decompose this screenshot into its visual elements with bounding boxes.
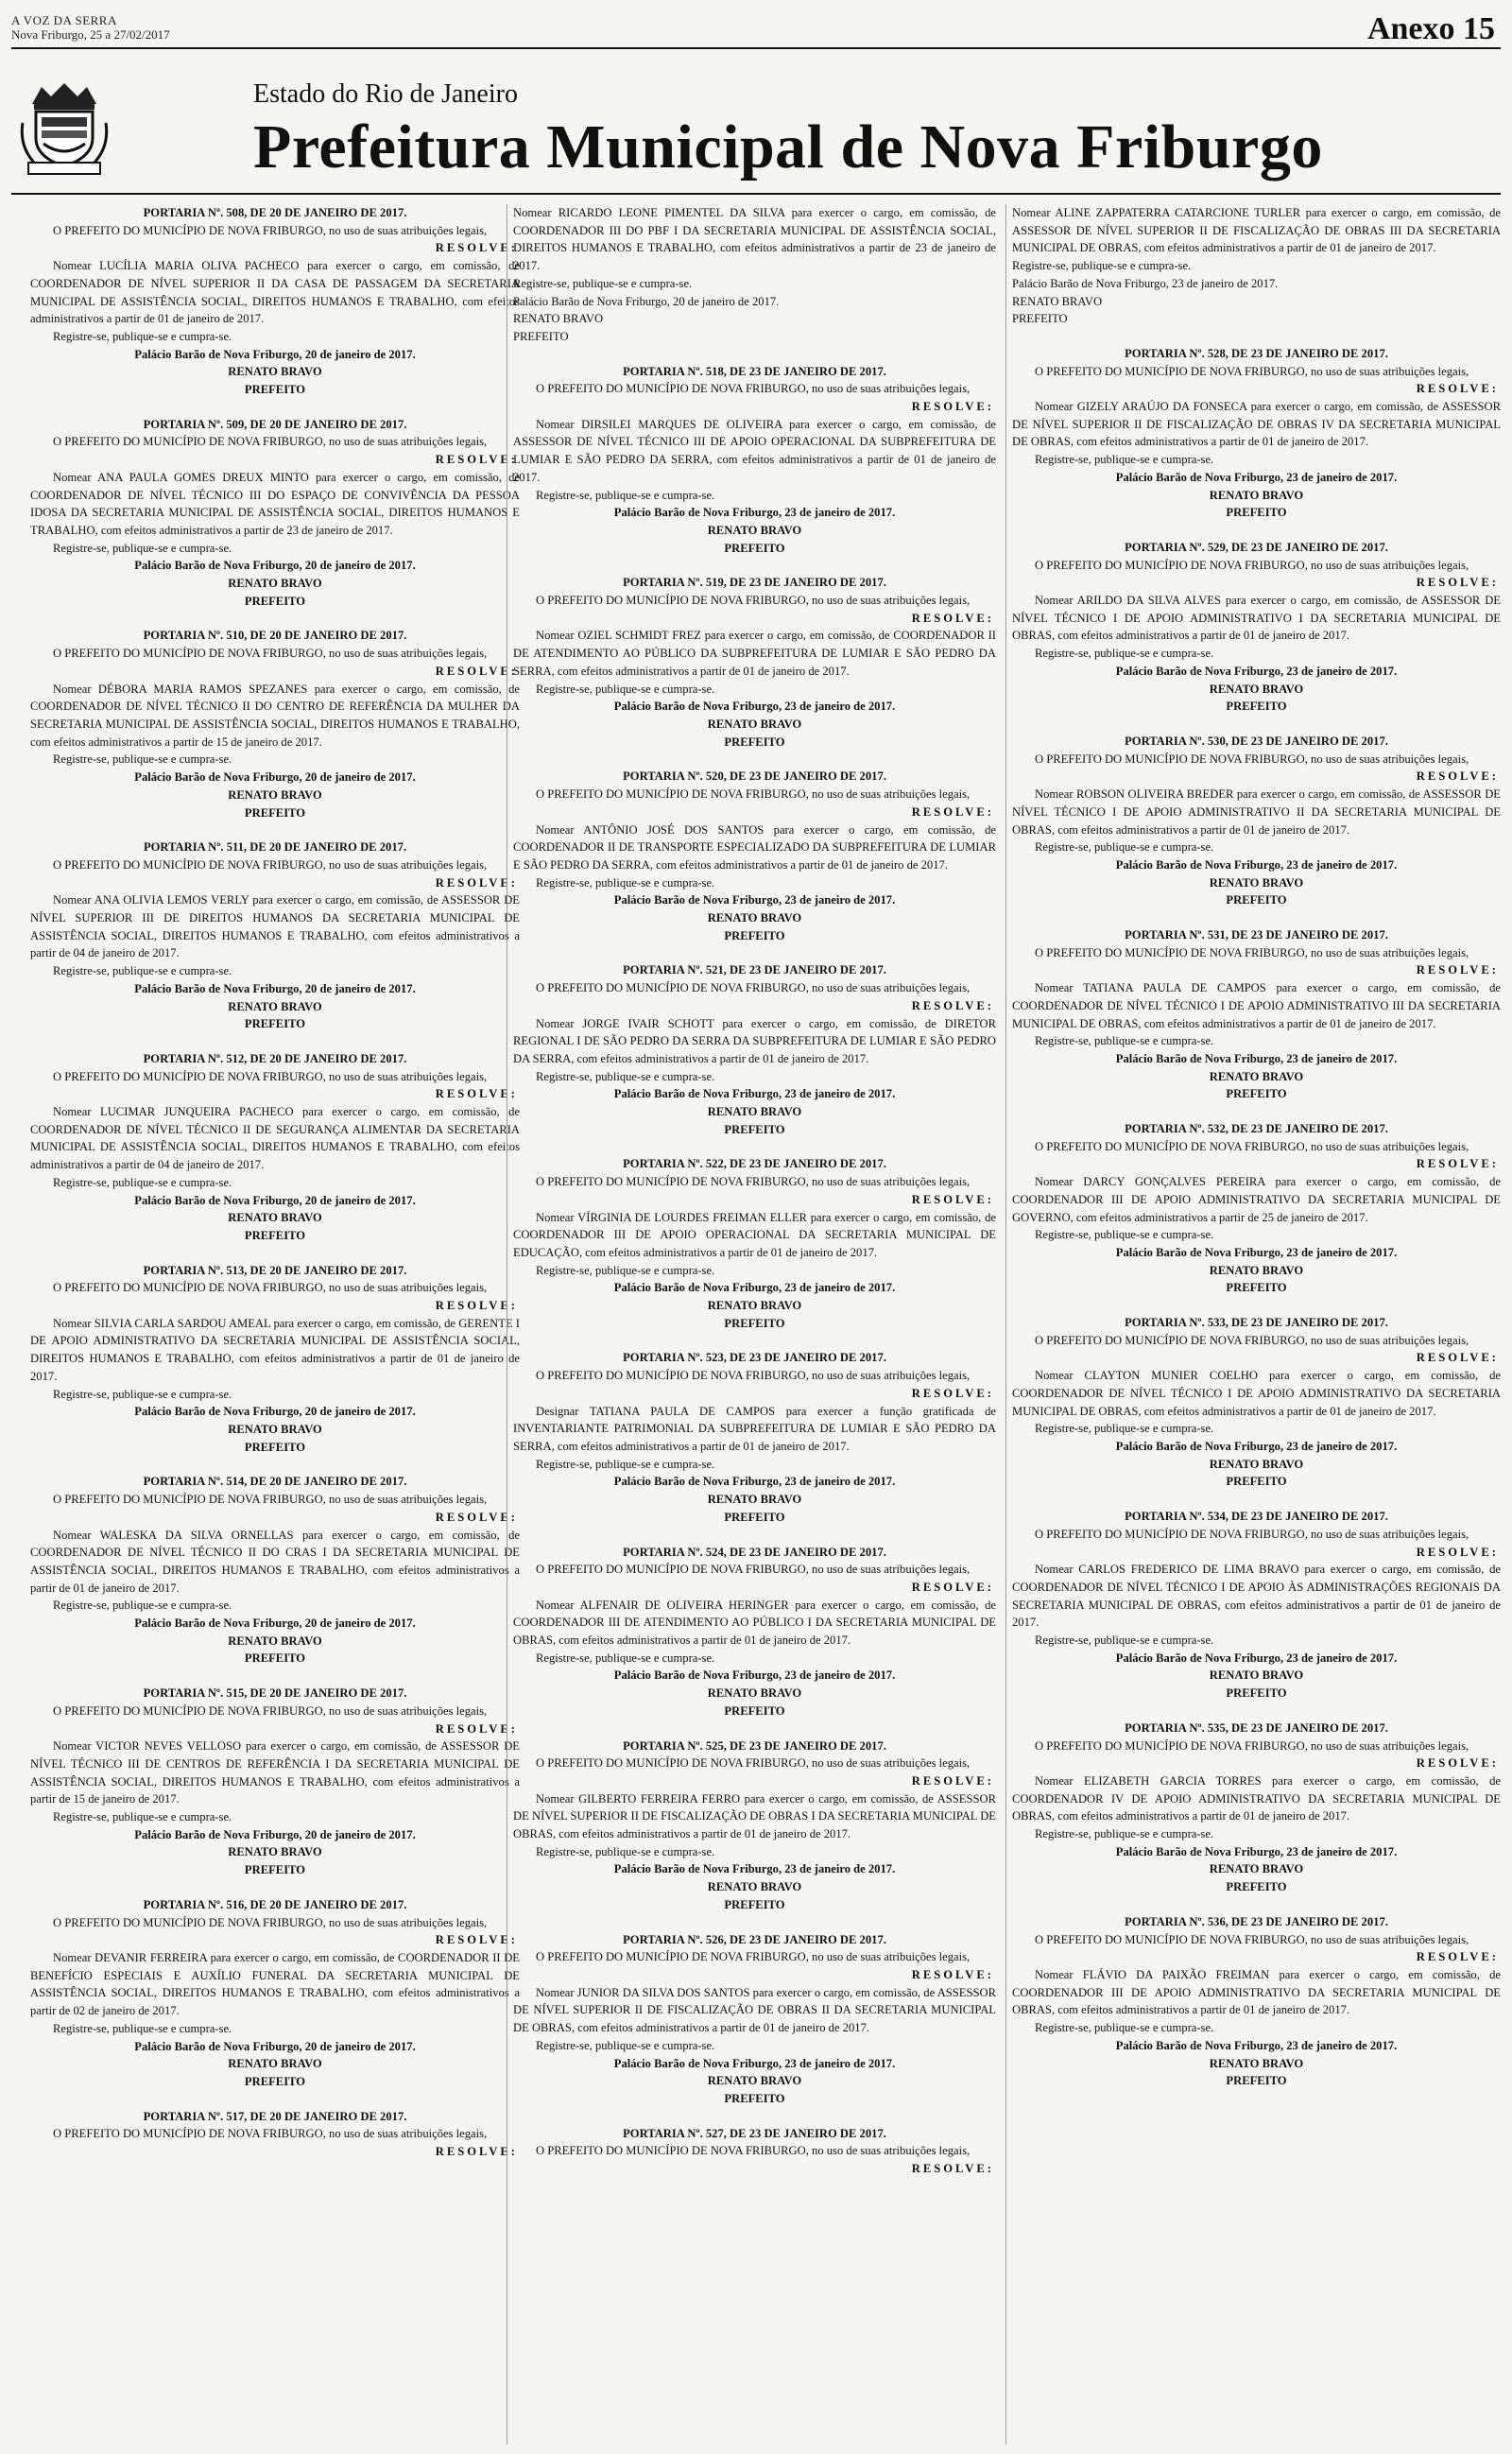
register-line: Registre-se, publique-se e cumpra-se. — [536, 1650, 715, 1665]
coat-of-arms-icon — [19, 78, 110, 176]
register-line: Registre-se, publique-se e cumpra-se. — [53, 541, 232, 555]
ordinance-intro: O PREFEITO DO MUNICÍPIO DE NOVA FRIBURGO, no uso de suas atribuições legais, — [53, 223, 488, 237]
publication-name: A VOZ DA SERRA — [11, 13, 117, 27]
ordinance-intro: O PREFEITO DO MUNICÍPIO DE NOVA FRIBURGO, no uso de suas atribuições legais, — [1035, 1738, 1469, 1753]
ordinance-title: PORTARIA Nº. 532, DE 23 DE JANEIRO DE 2017. — [1125, 1122, 1388, 1136]
dateline: Nova Friburgo, 25 a 27/02/2017 — [11, 27, 170, 42]
signer-role: PREFEITO — [244, 1017, 306, 1031]
palace-line: Palácio Barão de Nova Friburgo, 20 de janeiro de 2017. — [513, 294, 780, 308]
column-1 — [30, 204, 520, 2445]
signer-role: PREFEITO — [1226, 1281, 1287, 1295]
ordinance-title: PORTARIA Nº. 517, DE 20 DE JANEIRO DE 2017. — [143, 2109, 407, 2123]
signer-role: PREFEITO — [1226, 2074, 1287, 2088]
register-line: Registre-se, publique-se e cumpra-se. — [53, 1599, 232, 1613]
ordinance-intro: O PREFEITO DO MUNICÍPIO DE NOVA FRIBURGO, no uso de suas atribuições legais, — [536, 1950, 971, 1964]
ordinance-title: PORTARIA Nº. 509, DE 20 DE JANEIRO DE 2017. — [143, 417, 407, 431]
ordinance-title: PORTARIA Nº. 531, DE 23 DE JANEIRO DE 2017. — [1125, 928, 1388, 942]
register-line: Registre-se, publique-se e cumpra-se. — [53, 2021, 232, 2035]
signer-name: RENATO BRAVO — [228, 365, 322, 379]
ordinance-title: PORTARIA Nº. 521, DE 23 DE JANEIRO DE 2017. — [623, 963, 886, 977]
ordinance-intro: O PREFEITO DO MUNICÍPIO DE NOVA FRIBURGO, no uso de suas atribuições legais, — [536, 981, 971, 995]
ordinance-intro: O PREFEITO DO MUNICÍPIO DE NOVA FRIBURGO, no uso de suas atribuições legais, — [536, 1369, 971, 1383]
ordinance-body: Nomear RICARDO LEONE PIMENTEL DA SILVA para exercer o cargo, em comissão, de COORDENADOR III DO PBF I DA SECRETARIA MUNICIPAL DE ASSISTÊNCIA SOCIAL, DIREITOS HUMANOS E TRABALHO, com efeitos administrativos a partir de 23 de janeiro de 2017. — [513, 206, 996, 273]
signer-role: PREFEITO — [1226, 893, 1287, 907]
resolve-label: RESOLVE: — [1416, 1351, 1499, 1365]
ordinance-title: PORTARIA Nº. 514, DE 20 DE JANEIRO DE 2017. — [143, 1475, 407, 1489]
resolve-label: RESOLVE: — [1416, 382, 1499, 396]
ordinance — [1012, 1508, 1501, 1702]
resolve-label: RESOLVE: — [911, 804, 994, 819]
annex-label: Anexo 15 — [1366, 11, 1495, 46]
register-line: Registre-se, publique-se e cumpra-se. — [53, 1810, 232, 1824]
palace-line: Palácio Barão de Nova Friburgo, 23 de janeiro de 2017. — [613, 893, 896, 907]
ordinance-body: Nomear ALFENAIR DE OLIVEIRA HERINGER para exercer o cargo, em comissão, de COORDENADOR III DE ATENDIMENTO AO PÚBLICO I DA SECRETARIA MUNICIPAL DE OBRAS, com efeitos administrativos a partir de 01 de janeiro de 2017. — [513, 1598, 996, 1648]
palace-line: Palácio Barão de Nova Friburgo, 23 de janeiro de 2017. — [1115, 470, 1398, 484]
signer-name: RENATO BRAVO — [1209, 2056, 1304, 2070]
ordinance — [1012, 1720, 1501, 1896]
signer-role: PREFEITO — [724, 1122, 785, 1136]
ordinance-body: Designar TATIANA PAULA DE CAMPOS para exercer a função gratificada de INVENTARIANTE PATRIMONIAL DA SUBPREFEITURA DE LUMIAR E SÃO PEDRO DA SERRA, com efeitos administrativos a partir de 01 de janeiro de 2017. — [513, 1404, 996, 1453]
signer-name: RENATO BRAVO — [1209, 1668, 1304, 1683]
resolve-label: RESOLVE: — [1416, 1157, 1499, 1171]
ordinance-body: Nomear OZIEL SCHMIDT FREZ para exercer o cargo, em comissão, de COORDENADOR II DE ATENDIMENTO AO PÚBLICO DA SUBPREFEITURA DE LUMIAR E SÃO PEDRO DA SERRA, com efeitos administrativos a partir de 01 de janeiro de 2017. — [513, 629, 996, 678]
register-line: Registre-se, publique-se e cumpra-se. — [536, 1844, 715, 1858]
palace-line: Palácio Barão de Nova Friburgo, 20 de janeiro de 2017. — [134, 981, 416, 995]
palace-line: Palácio Barão de Nova Friburgo, 23 de janeiro de 2017. — [613, 1087, 896, 1101]
signer-name: RENATO BRAVO — [1209, 1862, 1304, 1876]
page-header — [11, 11, 1501, 49]
palace-line: Palácio Barão de Nova Friburgo, 23 de janeiro de 2017. — [1115, 1245, 1398, 1259]
resolve-label: RESOLVE: — [435, 1299, 518, 1313]
ordinance-body: Nomear SILVIA CARLA SARDOU AMEAL para exercer o cargo, em comissão, de GERENTE I DE APOIO ADMINISTRATIVO DA SECRETARIA MUNICIPAL DE ASSISTÊNCIA SOCIAL, DIREITOS HUMANOS E TRABALHO, com efeitos administrativos a partir de 01 de janeiro de 2017. — [30, 1316, 520, 1383]
publication-info — [11, 13, 170, 42]
ordinance-body: Nomear LUCÍLIA MARIA OLIVA PACHECO para exercer o cargo, em comissão, de COORDENADOR DE NÍVEL SUPERIOR II DA CASA DE PASSAGEM DA SECRETARIA MUNICIPAL DE ASSISTÊNCIA SOCIAL, DIREITOS HUMANOS E TRABALHO, com efeitos administrativos a partir de 01 de janeiro de 2017. — [30, 259, 520, 326]
register-line: Registre-se, publique-se e cumpra-se. — [53, 752, 232, 767]
ordinance-body: Nomear DARCY GONÇALVES PEREIRA para exercer o cargo, em comissão, de COORDENADOR III DE APOIO ADMINISTRATIVO DA SECRETARIA MUNICIPAL DE GOVERNO, com efeitos administrativos a partir de 25 de janeiro de 2017. — [1012, 1175, 1501, 1224]
register-line: Registre-se, publique-se e cumpra-se. — [1035, 1827, 1214, 1841]
palace-line: Palácio Barão de Nova Friburgo, 23 de janeiro de 2017. — [1115, 1051, 1398, 1065]
palace-line: Palácio Barão de Nova Friburgo, 23 de janeiro de 2017. — [613, 506, 896, 520]
signer-role: PREFEITO — [244, 1228, 306, 1242]
ordinance-title: PORTARIA Nº. 524, DE 23 DE JANEIRO DE 2017. — [623, 1545, 886, 1559]
ordinance-body: Nomear GIZELY ARAÚJO DA FONSECA para exercer o cargo, em comissão, de ASSESSOR DE NÍVEL SUPERIOR II DE FISCALIZAÇÃO DE OBRAS IV DA SECRETARIA MUNICIPAL DE OBRAS, com efeitos administrativos a partir de 01 de janeiro de 2017. — [1012, 400, 1501, 449]
palace-line: Palácio Barão de Nova Friburgo, 23 de janeiro de 2017. — [1115, 1844, 1398, 1858]
resolve-label: RESOLVE: — [1416, 1756, 1499, 1771]
ordinance-title: PORTARIA Nº. 536, DE 23 DE JANEIRO DE 2017. — [1125, 1914, 1388, 1928]
resolve-label: RESOLVE: — [1416, 769, 1499, 784]
resolve-label: RESOLVE: — [1416, 1950, 1499, 1964]
resolve-label: RESOLVE: — [1416, 576, 1499, 590]
ordinance-intro: O PREFEITO DO MUNICÍPIO DE NOVA FRIBURGO, no uso de suas atribuições legais, — [53, 2127, 488, 2141]
signer-name: RENATO BRAVO — [707, 1686, 802, 1701]
resolve-label: RESOLVE: — [435, 875, 518, 890]
ordinance-body: Nomear TATIANA PAULA DE CAMPOS para exercer o cargo, em comissão, de COORDENADOR DE NÍVEL TÉCNICO I DE APOIO ADMINISTRATIVO III DA SECRETARIA MUNICIPAL DE OBRAS, com efeitos administrativos a partir de 01 de janeiro de 2017. — [1012, 981, 1501, 1030]
ordinance-intro: O PREFEITO DO MUNICÍPIO DE NOVA FRIBURGO, no uso de suas atribuições legais, — [53, 1493, 488, 1507]
register-line: Registre-se, publique-se e cumpra-se. — [1035, 1633, 1214, 1648]
signer-role: PREFEITO — [1226, 700, 1287, 714]
resolve-label: RESOLVE: — [1416, 963, 1499, 977]
prefeitura-title: Prefeitura Municipal de Nova Friburgo — [253, 112, 1323, 181]
ordinance-intro: O PREFEITO DO MUNICÍPIO DE NOVA FRIBURGO, no uso de suas atribuições legais, — [53, 647, 488, 661]
register-line: Registre-se, publique-se e cumpra-se. — [1035, 453, 1214, 467]
resolve-label: RESOLVE: — [911, 400, 994, 414]
ordinance — [30, 1050, 520, 1245]
resolve-label: RESOLVE: — [911, 1386, 994, 1400]
signer-role: PREFEITO — [724, 2091, 785, 2105]
ordinance-intro: O PREFEITO DO MUNICÍPIO DE NOVA FRIBURGO, no uso de suas atribuições legais, — [536, 594, 971, 608]
ordinance-body: Nomear ANA OLIVIA LEMOS VERLY para exercer o cargo, em comissão, de ASSESSOR DE NÍVEL SUPERIOR III DE DIREITOS HUMANOS DA SECRETARIA MUNICIPAL DE ASSISTÊNCIA SOCIAL, DIREITOS HUMANOS E TRABALHO, com efeitos administrativos a partir de 04 de janeiro de 2017. — [30, 893, 520, 960]
column-2 — [507, 204, 996, 2445]
ordinance-intro: O PREFEITO DO MUNICÍPIO DE NOVA FRIBURGO, no uso de suas atribuições legais, — [1035, 1932, 1469, 1946]
resolve-label: RESOLVE: — [435, 1933, 518, 1947]
ordinance — [30, 1262, 520, 1457]
register-line: Registre-se, publique-se e cumpra-se. — [536, 488, 715, 502]
signer-name: RENATO BRAVO — [707, 1299, 802, 1313]
signer-role: PREFEITO — [1012, 312, 1068, 326]
ordinance-body: Nomear ANA PAULA GOMES DREUX MINTO para exercer o cargo, em comissão, de COORDENADOR DE NÍVEL TÉCNICO III DO ESPAÇO DE CONVIVÊNCIA DA PESSOA IDOSA DA SECRETARIA MUNICIPAL DE ASSISTÊNCIA SOCIAL, DIREITOS HUMANOS E TRABALHO, com efeitos administrativos a partir de 23 de janeiro de 2017. — [30, 470, 520, 537]
signer-name: RENATO BRAVO — [1209, 1263, 1304, 1277]
ordinance — [30, 416, 520, 611]
ordinance — [1012, 539, 1501, 716]
ordinance-continuation — [513, 204, 996, 346]
ordinance-intro: O PREFEITO DO MUNICÍPIO DE NOVA FRIBURGO, no uso de suas atribuições legais, — [1035, 558, 1469, 572]
ordinance-title: PORTARIA Nº. 533, DE 23 DE JANEIRO DE 2017. — [1125, 1316, 1388, 1330]
ordinance-intro: O PREFEITO DO MUNICÍPIO DE NOVA FRIBURGO, no uso de suas atribuições legais, — [536, 787, 971, 802]
resolve-label: RESOLVE: — [435, 1721, 518, 1736]
palace-line: Palácio Barão de Nova Friburgo, 23 de janeiro de 2017. — [613, 700, 896, 714]
signer-name: RENATO BRAVO — [228, 1845, 322, 1859]
resolve-label: RESOLVE: — [911, 1192, 994, 1206]
ordinance — [1012, 1314, 1501, 1491]
signer-role: PREFEITO — [1226, 1087, 1287, 1101]
resolve-label: RESOLVE: — [911, 1773, 994, 1788]
signer-role: PREFEITO — [724, 734, 785, 749]
ordinance-title: PORTARIA Nº. 515, DE 20 DE JANEIRO DE 2017. — [143, 1686, 407, 1701]
register-line: Registre-se, publique-se e cumpra-se. — [536, 2038, 715, 2052]
ordinance-title: PORTARIA Nº. 530, DE 23 DE JANEIRO DE 2017. — [1125, 734, 1388, 748]
ordinance — [513, 2125, 996, 2178]
palace-line: Palácio Barão de Nova Friburgo, 23 de janeiro de 2017. — [613, 2056, 896, 2070]
signer-name: RENATO BRAVO — [707, 1880, 802, 1894]
masthead-rule — [11, 193, 1501, 195]
ordinance — [513, 1155, 996, 1332]
register-line: Registre-se, publique-se e cumpra-se. — [53, 329, 232, 343]
state-name: Estado do Rio de Janeiro — [253, 79, 518, 109]
signer-role: PREFEITO — [244, 805, 306, 820]
ordinance — [1012, 1120, 1501, 1297]
signer-name: RENATO BRAVO — [228, 787, 322, 802]
palace-line: Palácio Barão de Nova Friburgo, 20 de janeiro de 2017. — [134, 770, 416, 785]
ordinance-body: Nomear VICTOR NEVES VELLOSO para exercer o cargo, em comissão, de ASSESSOR DE NÍVEL TÉCNICO III DE CENTROS DE REFERÊNCIA I DA SECRETARIA MUNICIPAL DE ASSISTÊNCIA SOCIAL, DIREITOS HUMANOS E TRABALHO, com efeitos administrativos a partir de 15 de janeiro de 2017. — [30, 1739, 520, 1806]
ordinance-body: Nomear LUCIMAR JUNQUEIRA PACHECO para exercer o cargo, em comissão, de COORDENADOR DE NÍVEL TÉCNICO II DE SEGURANÇA ALIMENTAR DA SECRETARIA MUNICIPAL DE ASSISTÊNCIA SOCIAL, DIREITOS HUMANOS E TRABALHO, com efeitos administrativos a partir de 04 de janeiro de 2017. — [30, 1105, 520, 1172]
ordinance-intro: O PREFEITO DO MUNICÍPIO DE NOVA FRIBURGO, no uso de suas atribuições legais, — [1035, 364, 1469, 378]
signer-role: PREFEITO — [1226, 1475, 1287, 1489]
ordinance-body: Nomear ARILDO DA SILVA ALVES para exercer o cargo, em comissão, de ASSESSOR DE NÍVEL TÉCNICO I DE APOIO ADMINISTRATIVO I DA SECRETARIA MUNICIPAL DE OBRAS, com efeitos administrativos a partir de 01 de janeiro de 2017. — [1012, 594, 1501, 643]
ordinance-body: Nomear GILBERTO FERREIRA FERRO para exercer o cargo, em comissão, de ASSESSOR DE NÍVEL SUPERIOR II DE FISCALIZAÇÃO DE OBRAS I DA SECRETARIA MUNICIPAL DE OBRAS, com efeitos administrativos a partir de 01 de janeiro de 2017. — [513, 1791, 996, 1841]
palace-line: Palácio Barão de Nova Friburgo, 23 de janeiro de 2017. — [1115, 857, 1398, 872]
ordinance-title: PORTARIA Nº. 535, DE 23 DE JANEIRO DE 2017. — [1125, 1720, 1388, 1735]
signer-role: PREFEITO — [724, 1703, 785, 1718]
signer-name: RENATO BRAVO — [228, 1633, 322, 1648]
signer-role: PREFEITO — [244, 1651, 306, 1666]
register-line: Registre-se, publique-se e cumpra-se. — [513, 276, 693, 290]
ordinance — [30, 2108, 520, 2161]
ordinance-title: PORTARIA Nº. 528, DE 23 DE JANEIRO DE 2017. — [1125, 346, 1388, 360]
palace-line: Palácio Barão de Nova Friburgo, 23 de janeiro de 2017. — [613, 1668, 896, 1683]
ordinance — [30, 1473, 520, 1668]
ordinance-title: PORTARIA Nº. 519, DE 23 DE JANEIRO DE 2017. — [623, 576, 886, 590]
palace-line: Palácio Barão de Nova Friburgo, 23 de janeiro de 2017. — [1012, 276, 1279, 290]
palace-line: Palácio Barão de Nova Friburgo, 20 de janeiro de 2017. — [134, 1405, 416, 1419]
ordinance-intro: O PREFEITO DO MUNICÍPIO DE NOVA FRIBURGO, no uso de suas atribuições legais, — [53, 435, 488, 449]
ordinance — [30, 1896, 520, 2091]
signer-role: PREFEITO — [724, 1510, 785, 1524]
resolve-label: RESOLVE: — [435, 1087, 518, 1101]
ordinance — [1012, 733, 1501, 909]
ordinance — [1012, 1913, 1501, 2090]
signer-name: RENATO BRAVO — [1209, 875, 1304, 890]
signer-role: PREFEITO — [244, 383, 306, 397]
register-line: Registre-se, publique-se e cumpra-se. — [53, 964, 232, 978]
signer-role: PREFEITO — [244, 1440, 306, 1454]
resolve-label: RESOLVE: — [911, 998, 994, 1012]
palace-line: Palácio Barão de Nova Friburgo, 20 de janeiro de 2017. — [134, 2039, 416, 2053]
register-line: Registre-se, publique-se e cumpra-se. — [1035, 647, 1214, 661]
palace-line: Palácio Barão de Nova Friburgo, 23 de janeiro de 2017. — [1115, 2038, 1398, 2052]
register-line: Registre-se, publique-se e cumpra-se. — [1035, 2021, 1214, 2035]
signer-name: RENATO BRAVO — [1209, 682, 1304, 696]
signer-name: RENATO BRAVO — [707, 1493, 802, 1507]
palace-line: Palácio Barão de Nova Friburgo, 20 de janeiro de 2017. — [134, 1193, 416, 1207]
register-line: Registre-se, publique-se e cumpra-se. — [1035, 1228, 1214, 1242]
header-rule — [11, 47, 1501, 49]
column-3 — [1005, 204, 1501, 2445]
resolve-label: RESOLVE: — [435, 2145, 518, 2159]
ordinance-intro: O PREFEITO DO MUNICÍPIO DE NOVA FRIBURGO, no uso de suas atribuições legais, — [53, 1915, 488, 1929]
ordinance-body: Nomear CARLOS FREDERICO DE LIMA BRAVO para exercer o cargo, em comissão, de COORDENADOR DE NÍVEL TÉCNICO I DE APOIO ÀS ADMINISTRAÇÕES REGIONAIS DA SECRETARIA MUNICIPAL DE OBRAS, com efeitos administrativos a partir de 01 de janeiro de 2017. — [1012, 1563, 1501, 1630]
ordinance-intro: O PREFEITO DO MUNICÍPIO DE NOVA FRIBURGO, no uso de suas atribuições legais, — [1035, 945, 1469, 959]
ordinance-intro: O PREFEITO DO MUNICÍPIO DE NOVA FRIBURGO, no uso de suas atribuições legais, — [536, 1563, 971, 1577]
palace-line: Palácio Barão de Nova Friburgo, 23 de janeiro de 2017. — [613, 1862, 896, 1876]
ordinance — [513, 1737, 996, 1914]
ordinance-intro: O PREFEITO DO MUNICÍPIO DE NOVA FRIBURGO, no uso de suas atribuições legais, — [53, 1069, 488, 1083]
signer-name: RENATO BRAVO — [707, 1105, 802, 1119]
ordinance-title: PORTARIA Nº. 523, DE 23 DE JANEIRO DE 2017. — [623, 1351, 886, 1365]
signer-role: PREFEITO — [513, 329, 569, 343]
ordinance-intro: O PREFEITO DO MUNICÍPIO DE NOVA FRIBURGO, no uso de suas atribuições legais, — [53, 1281, 488, 1295]
register-line: Registre-se, publique-se e cumpra-se. — [1012, 259, 1192, 273]
ordinance-title: PORTARIA Nº. 508, DE 20 DE JANEIRO DE 2017. — [143, 206, 407, 219]
ordinance-intro: O PREFEITO DO MUNICÍPIO DE NOVA FRIBURGO, no uso de suas atribuições legais, — [53, 1703, 488, 1718]
ordinance-body: Nomear CLAYTON MUNIER COELHO para exercer o cargo, em comissão, de COORDENADOR DE NÍVEL TÉCNICO I DE APOIO ADMINISTRATIVO DA SECRETARIA MUNICIPAL DE OBRAS, com efeitos administrativos a partir de 01 de janeiro de 2017. — [1012, 1369, 1501, 1418]
register-line: Registre-se, publique-se e cumpra-se. — [1035, 840, 1214, 855]
register-line: Registre-se, publique-se e cumpra-se. — [536, 875, 715, 890]
signer-name: RENATO BRAVO — [707, 717, 802, 731]
signer-role: PREFEITO — [724, 541, 785, 555]
palace-line: Palácio Barão de Nova Friburgo, 20 de janeiro de 2017. — [134, 1616, 416, 1631]
ordinance-title: PORTARIA Nº. 529, DE 23 DE JANEIRO DE 2017. — [1125, 540, 1388, 554]
register-line: Registre-se, publique-se e cumpra-se. — [536, 1069, 715, 1083]
ordinance-title: PORTARIA Nº. 527, DE 23 DE JANEIRO DE 2017. — [623, 2126, 886, 2140]
palace-line: Palácio Barão de Nova Friburgo, 23 de janeiro de 2017. — [613, 1475, 896, 1489]
signer-name: RENATO BRAVO — [707, 911, 802, 925]
resolve-label: RESOLVE: — [911, 1580, 994, 1594]
ordinance-title: PORTARIA Nº. 522, DE 23 DE JANEIRO DE 2017. — [623, 1157, 886, 1171]
ordinance — [30, 204, 520, 399]
ordinance-body: Nomear DÉBORA MARIA RAMOS SPEZANES para exercer o cargo, em comissão, de COORDENADOR DE NÍVEL TÉCNICO II DO CENTRO DE REFERÊNCIA DA MULHER DA SECRETARIA MUNICIPAL DE ASSISTÊNCIA SOCIAL, DIREITOS HUMANOS E TRABALHO, com efeitos administrativos a partir de 15 de janeiro de 2017. — [30, 682, 520, 749]
masthead — [159, 72, 1501, 183]
register-line: Registre-se, publique-se e cumpra-se. — [1035, 1034, 1214, 1048]
ordinance-intro: O PREFEITO DO MUNICÍPIO DE NOVA FRIBURGO, no uso de suas atribuições legais, — [1035, 752, 1469, 766]
ordinance — [513, 363, 996, 558]
palace-line: Palácio Barão de Nova Friburgo, 20 de janeiro de 2017. — [134, 347, 416, 361]
ordinance — [1012, 926, 1501, 1103]
signer-name: RENATO BRAVO — [1012, 294, 1103, 308]
ordinance — [30, 838, 520, 1033]
resolve-label: RESOLVE: — [435, 664, 518, 678]
resolve-label: RESOLVE: — [435, 241, 518, 255]
ordinance-body: Nomear ANTÔNIO JOSÉ DOS SANTOS para exercer o cargo, em comissão, de COORDENADOR II DE TRANSPORTE ESPECIALIZADO DA SUBPREFEITURA DE LUMIAR E SÃO PEDRO DA SERRA, com efeitos administrativos a partir de 01 de janeiro de 2017. — [513, 822, 996, 872]
signer-name: RENATO BRAVO — [707, 523, 802, 537]
signer-name: RENATO BRAVO — [228, 999, 322, 1013]
palace-line: Palácio Barão de Nova Friburgo, 20 de janeiro de 2017. — [134, 559, 416, 573]
signer-name: RENATO BRAVO — [228, 2057, 322, 2071]
palace-line: Palácio Barão de Nova Friburgo, 23 de janeiro de 2017. — [1115, 1440, 1398, 1453]
ordinance-body: Nomear JUNIOR DA SILVA DOS SANTOS para exercer o cargo, em comissão, de ASSESSOR DE NÍVEL SUPERIOR II DE FISCALIZAÇÃO DE OBRAS II DA SECRETARIA MUNICIPAL DE OBRAS, com efeitos administrativos a partir de 01 de janeiro de 2017. — [513, 1985, 996, 2035]
signer-role: PREFEITO — [244, 594, 306, 608]
register-line: Registre-se, publique-se e cumpra-se. — [536, 1457, 715, 1471]
ordinance-title: PORTARIA Nº. 534, DE 23 DE JANEIRO DE 2017. — [1125, 1510, 1388, 1524]
signer-role: PREFEITO — [724, 1316, 785, 1330]
ordinance-body: Nomear DEVANIR FERREIRA para exercer o cargo, em comissão, de COORDENADOR II DE BENEFÍCIO ESPECIAIS E AUXÍLIO FUNERAL DA SECRETARIA MUNICIPAL DE ASSISTÊNCIA SOCIAL, DIREITOS HUMANOS E TRABALHO, com efeitos administrativos a partir de 02 de janeiro de 2017. — [30, 1950, 520, 2018]
ordinance-intro: O PREFEITO DO MUNICÍPIO DE NOVA FRIBURGO, no uso de suas atribuições legais, — [536, 1756, 971, 1771]
signer-role: PREFEITO — [1226, 1880, 1287, 1894]
register-line: Registre-se, publique-se e cumpra-se. — [536, 1263, 715, 1277]
ordinance — [513, 768, 996, 944]
signer-name: RENATO BRAVO — [1209, 1069, 1304, 1083]
ordinance-body: Nomear DIRSILEI MARQUES DE OLIVEIRA para exercer o cargo, em comissão, de ASSESSOR DE NÍVEL TÉCNICO III DE APOIO OPERACIONAL DA SUBPREFEITURA DE LUMIAR E SÃO PEDRO DA SERRA, com efeitos administrativos a partir de 01 de janeiro de 2017. — [513, 417, 996, 484]
register-line: Registre-se, publique-se e cumpra-se. — [536, 682, 715, 696]
signer-role: PREFEITO — [1226, 1686, 1287, 1701]
ordinance — [30, 627, 520, 821]
ordinance-intro: O PREFEITO DO MUNICÍPIO DE NOVA FRIBURGO, no uso de suas atribuições legais, — [536, 1175, 971, 1189]
signer-role: PREFEITO — [1226, 506, 1287, 520]
ordinance-title: PORTARIA Nº. 516, DE 20 DE JANEIRO DE 2017. — [143, 1897, 407, 1911]
ordinance-body: Nomear ALINE ZAPPATERRA CATARCIONE TURLER para exercer o cargo, em comissão, de ASSESSOR DE NÍVEL SUPERIOR II DE FISCALIZAÇÃO DE OBRAS III DA SECRETARIA MUNICIPAL DE OBRAS, com efeitos administrativos a partir de 01 de janeiro de 2017. — [1012, 206, 1501, 255]
signer-name: RENATO BRAVO — [1209, 488, 1304, 502]
resolve-label: RESOLVE: — [911, 1967, 994, 1981]
ordinance — [513, 1544, 996, 1720]
ordinance-intro: O PREFEITO DO MUNICÍPIO DE NOVA FRIBURGO, no uso de suas atribuições legais, — [1035, 1139, 1469, 1153]
resolve-label: RESOLVE: — [911, 2162, 994, 2176]
ordinance-body: Nomear FLÁVIO DA PAIXÃO FREIMAN para exercer o cargo, em comissão, de COORDENADOR III DE APOIO ADMINISTRATIVO DA SECRETARIA MUNICIPAL DE OBRAS, com efeitos administrativos a partir de 01 de janeiro de 2017. — [1012, 1967, 1501, 2017]
signer-name: RENATO BRAVO — [707, 2074, 802, 2088]
ordinance-body: Nomear JORGE IVAIR SCHOTT para exercer o cargo, em comissão, de DIRETOR REGIONAL I DE SÃO PEDRO DA SERRA DA SUBPREFEITURA DE LUMIAR E SÃO PEDRO DA SERRA, com efeitos administrativos a partir de 01 de janeiro de 2017. — [513, 1016, 996, 1065]
ordinance — [513, 574, 996, 751]
ordinance-intro: O PREFEITO DO MUNICÍPIO DE NOVA FRIBURGO, no uso de suas atribuições legais, — [536, 382, 971, 396]
ordinance-title: PORTARIA Nº. 511, DE 20 DE JANEIRO DE 2017. — [143, 840, 407, 855]
ordinance-continuation — [1012, 204, 1501, 328]
signer-name: RENATO BRAVO — [228, 1211, 322, 1225]
palace-line: Palácio Barão de Nova Friburgo, 23 de janeiro de 2017. — [613, 1281, 896, 1295]
signer-role: PREFEITO — [244, 2074, 306, 2088]
palace-line: Palácio Barão de Nova Friburgo, 20 de janeiro de 2017. — [134, 1827, 416, 1841]
ordinance-body: Nomear ELIZABETH GARCIA TORRES para exercer o cargo, em comissão, de COORDENADOR IV DE APOIO ADMINISTRATIVO DA SECRETARIA MUNICIPAL DE OBRAS, com efeitos administrativos a partir de 01 de janeiro de 2017. — [1012, 1773, 1501, 1823]
signer-name: RENATO BRAVO — [1209, 1457, 1304, 1471]
ordinance — [1012, 345, 1501, 522]
palace-line: Palácio Barão de Nova Friburgo, 23 de janeiro de 2017. — [1115, 1650, 1398, 1665]
signer-role: PREFEITO — [724, 928, 785, 942]
ordinance-body: Nomear ROBSON OLIVEIRA BREDER para exercer o cargo, em comissão, de ASSESSOR DE NÍVEL TÉCNICO I DE APOIO ADMINISTRATIVO II DA SECRETARIA MUNICIPAL DE OBRAS, com efeitos administrativos a partir de 01 de janeiro de 2017. — [1012, 787, 1501, 837]
ordinance-title: PORTARIA Nº. 512, DE 20 DE JANEIRO DE 2017. — [143, 1051, 407, 1065]
resolve-label: RESOLVE: — [435, 453, 518, 467]
signer-name: RENATO BRAVO — [228, 1423, 322, 1436]
ordinance-body: Nomear WALESKA DA SILVA ORNELLAS para exercer o cargo, em comissão, de COORDENADOR DE NÍVEL TÉCNICO II DO CRAS I DA SECRETARIA MUNICIPAL DE ASSISTÊNCIA SOCIAL, DIREITOS HUMANOS E TRABALHO, com efeitos administrativos a partir de 01 de janeiro de 2017. — [30, 1528, 520, 1595]
signer-name: RENATO BRAVO — [513, 312, 604, 326]
ordinance-intro: O PREFEITO DO MUNICÍPIO DE NOVA FRIBURGO, no uso de suas atribuições legais, — [1035, 1333, 1469, 1347]
ordinance-title: PORTARIA Nº. 525, DE 23 DE JANEIRO DE 2017. — [623, 1738, 886, 1753]
signer-role: PREFEITO — [244, 1863, 306, 1877]
ordinance-title: PORTARIA Nº. 526, DE 23 DE JANEIRO DE 2017. — [623, 1932, 886, 1946]
signer-role: PREFEITO — [724, 1897, 785, 1911]
ordinance — [513, 1349, 996, 1526]
ordinance-intro: O PREFEITO DO MUNICÍPIO DE NOVA FRIBURGO, no uso de suas atribuições legais, — [53, 857, 488, 872]
palace-line: Palácio Barão de Nova Friburgo, 23 de janeiro de 2017. — [1115, 664, 1398, 678]
register-line: Registre-se, publique-se e cumpra-se. — [53, 1387, 232, 1401]
resolve-label: RESOLVE: — [1416, 1545, 1499, 1559]
ordinance-title: PORTARIA Nº. 518, DE 23 DE JANEIRO DE 2017. — [623, 364, 886, 378]
ordinance — [30, 1685, 520, 1879]
signer-name: RENATO BRAVO — [228, 577, 322, 591]
ordinance-intro: O PREFEITO DO MUNICÍPIO DE NOVA FRIBURGO, no uso de suas atribuições legais, — [536, 2144, 971, 2158]
ordinance — [513, 961, 996, 1138]
ordinance-title: PORTARIA Nº. 510, DE 20 DE JANEIRO DE 2017. — [143, 629, 407, 643]
resolve-label: RESOLVE: — [911, 611, 994, 625]
ordinance-title: PORTARIA Nº. 520, DE 23 DE JANEIRO DE 2017. — [623, 769, 886, 784]
ordinance-title: PORTARIA Nº. 513, DE 20 DE JANEIRO DE 2017. — [143, 1263, 407, 1277]
ordinance-body: Nomear VÍRGINIA DE LOURDES FREIMAN ELLER para exercer o cargo, em comissão, de COORDENADOR III DE APOIO OPERACIONAL DA SECRETARIA MUNICIPAL DE EDUCAÇÃO, com efeitos administrativos a partir de 01 de janeiro de 2017. — [513, 1210, 996, 1259]
register-line: Registre-se, publique-se e cumpra-se. — [1035, 1422, 1214, 1436]
ordinance — [513, 1931, 996, 2108]
ordinance-intro: O PREFEITO DO MUNICÍPIO DE NOVA FRIBURGO, no uso de suas atribuições legais, — [1035, 1527, 1469, 1541]
register-line: Registre-se, publique-se e cumpra-se. — [53, 1175, 232, 1189]
resolve-label: RESOLVE: — [435, 1510, 518, 1524]
